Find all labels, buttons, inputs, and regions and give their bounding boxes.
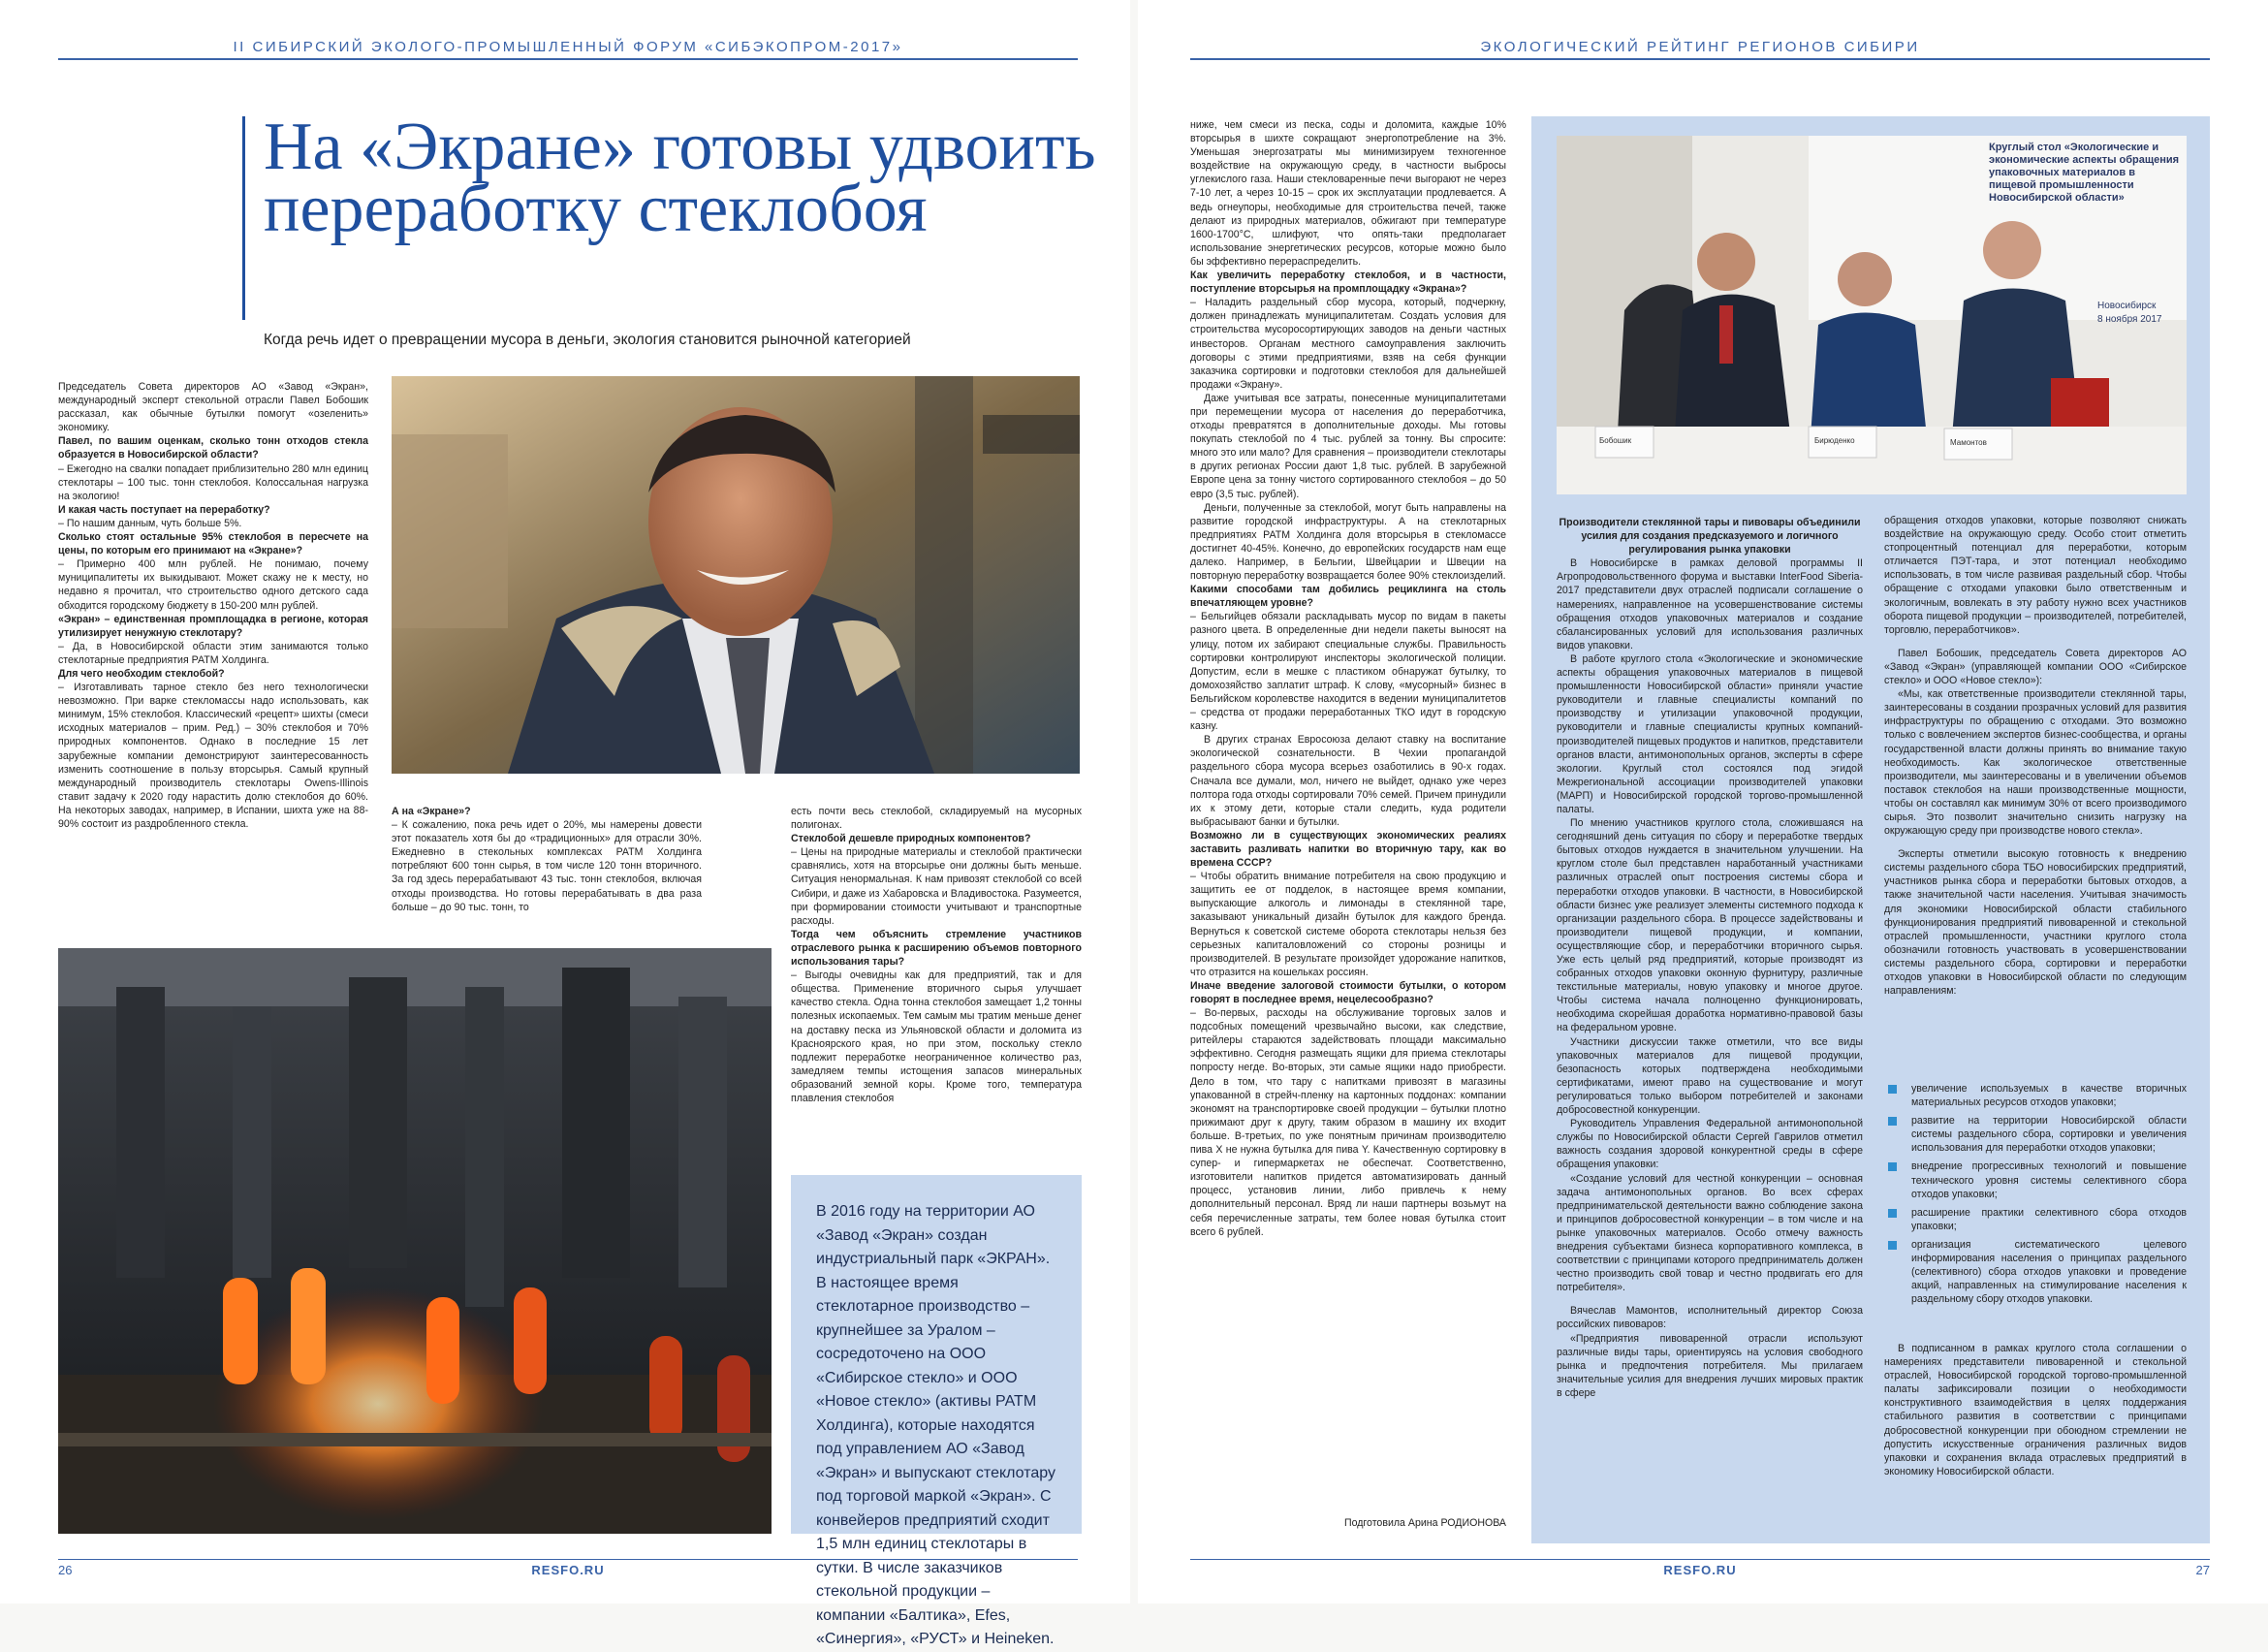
body-paragraph: Деньги, полученные за стеклобой, могут быть направлены на развитие городской инфраструктуры. А на стеклотарных предприятиях РАТМ Холдинга доля вторсырья в стекломассе достигнет 40-45%. Конечно, до европейских государств нам еще далеко. Например, в Бельгии, Швейцарии и Швеции на повторную переработку возвращается более 90% стеклоизделий. <box>1190 501 1506 583</box>
author-credit-wrap <box>1190 1516 1506 1536</box>
body-paragraph: В Новосибирске в рамках деловой программы II Агропродовольственного форума и выставки InterFood Siberia-2017 представители двух отраслей подписали соглашение о намерениях, направленное на усовершенствование системы обращения отходов упаковочных материалов и создание сбалансированных условий для использования различных видов упаковки. <box>1557 557 1863 651</box>
right-page <box>1138 0 2268 1604</box>
body-paragraph: – Ежегодно на свалки попадает приблизительно 280 млн единиц стеклотары – 100 тыс. тонн стеклобоя. Колоссальная нагрузка на экологию! <box>58 462 368 502</box>
question-paragraph: И какая часть поступает на переработку? <box>58 503 270 516</box>
question-paragraph: Для чего необходим стеклобой? <box>58 667 225 680</box>
direction-item: увеличение используемых в качестве вторичных материальных ресурсов отходов упаковки; <box>1884 1082 2187 1109</box>
right-column-3-bottom <box>1884 1342 2187 1532</box>
company-info-box: В 2016 году на территории АО «Завод «Экран» создан индустриальный парк «ЭКРАН». В настоящее время стеклотарное производство – крупнейшее за Уралом – сосредоточено на ООО «Сибирское стекло» и ООО «Новое стекло» (активы РАТМ Холдинга), которые находятся под управлением АО «Завод «Экран» и выпускают стеклотару под торговой маркой «Экран». С конвейеров предприятий сходит 1,5 млн единиц стеклотары в сутки. В числе заказчиков стекольной продукции – компании «Балтика», Efes, «Синергия», «РУСТ» и Heineken. <box>791 1175 1082 1534</box>
body-paragraph: – Изготавливать тарное стекло без него технологически невозможно. При варке стекломассы надо использовать, как минимум, 15% стеклобоя. Классический «рецепт» шихты (смеси исходных материалов – прим. Ред.) – 30% стеклобоя и 70% природных компонентов. Однако в последние 15 лет зарубежные компании демонстрируют заинтересованность изменить соотношение в пользу вторсырья. Самый крупный международный производитель стеклотары Owens-Illinois ставит задачу к 2020 году нарастить долю стеклобоя до 60%. На некоторых заводах, например, в Испании, шихта уже на 88-90% состоит из раздробленного стекла. <box>58 682 368 830</box>
question-paragraph: «Экран» – единственная промплощадка в регионе, которая утилизирует ненужную стеклотару? <box>58 613 368 639</box>
question-paragraph: Тогда чем объяснить стремление участников отраслевого рынка к расширению объемов повторного использования тары? <box>791 928 1082 969</box>
direction-item: организация систематического целевого информирования населения о принципах раздельного (селективного) сбора отходов упаковки и проведение акций, направленных на стимулирование населения к раздельному сбору отходов упаковки. <box>1884 1238 2187 1306</box>
body-paragraph: Вячеслав Мамонтов, исполнительный директор Союза российских пивоваров: <box>1557 1305 1863 1331</box>
name-card-2: Бирюденко <box>1814 436 1855 445</box>
body-paragraph: – Выгоды очевидны как для предприятий, так и для общества. Применение вторичного сырья улучшает качество стекла. Одна тонна стеклобоя замещает 1,2 тонны полезных ископаемых. Тем самым мы тратим меньше денег на доставку песка из Ульяновской области и доломита из Красноярского края, но при этом, поскольку стекло подлежит переработке неограниченное количество раз, замедляем темпы истощения запасов минеральных образований земной коры. Кроме того, температура плавления стеклобоя <box>791 969 1082 1104</box>
body-paragraph: – Чтобы обратить внимание потребителя на свою продукцию и защитить ее от подделок, в настоящее время компании, выпускающие алкоголь и лимонады в стеклянной таре, заказывают уникальный дизайн бутылок для каждого бренда. Вернуться к советской системе оборота стеклотары нельзя без серьезных капиталовложений со стороны розницы и производителей. В результате произойдет удорожание напитков, что отразится на кошельках россиян. <box>1190 871 1506 978</box>
running-head-left: II СИБИРСКИЙ ЭКОЛОГО-ПРОМЫШЛЕННЫЙ ФОРУМ «СИБЭКОПРОМ-2017» <box>58 39 1078 60</box>
body-paragraph: Руководитель Управления Федеральной антимонопольной службы по Новосибирской области Сергей Гаврилов отметил важность создания здоровой конкурентной среды в сфере обращения упаковки: <box>1557 1118 1863 1171</box>
backdrop-place: Новосибирск <box>2097 301 2157 311</box>
article-title: На «Экране» готовы удвоить переработку стеклобоя <box>264 110 1096 246</box>
question-paragraph: Иначе введение залоговой стоимости бутылки, о котором говорят в последнее время, нецелесообразно? <box>1190 979 1506 1005</box>
body-paragraph: – Наладить раздельный сбор мусора, который, подчеркну, должен принадлежать муниципалитетам. Создать условия для строительства мусоросортирующих заводов на деньги частных инвесторов. Органам местного самоуправления заключить договоры с этими предприятиями, взяв на себя функции заказчика сортировки и подготовки стеклобоя для дальнейшей продажи «Экрану». <box>1190 297 1506 391</box>
body-paragraph: По мнению участников круглого стола, сложившаяся на сегодняшний день ситуация по сбору и переработке твердых бытовых отходов нуждается в значительном улучшении. На круглом столе был представлен наработанный участниками различных отраслей опыт построения системы сбора и переработки отходов упаковки. В частности, в Новосибирской области бизнес уже реализует элементы системного подхода к организации раздельного сбора. В процессе задействованы и производители пищевой продукции, и компании, осуществляющие сбор, и переработчики вторичного сырья. Уже есть целый ряд предприятий, которые производят из собранных отходов упаковки оконную фурнитуру, различные текстильные материалы, новую упаковку и многое другое. Чтобы система начала полноценно функционировать, необходима скорейшая доработка нормативно-правовой базы на федеральном уровне. <box>1557 817 1863 1034</box>
footer-url-right: RESFO.RU <box>1663 1563 1737 1577</box>
question-paragraph: Павел, по вашим оценкам, сколько тонн отходов стекла образуется в Новосибирской области? <box>58 435 368 461</box>
question-paragraph: Какими способами там добились рециклинга на столь впечатляющем уровне? <box>1190 584 1506 610</box>
body-paragraph: «Предприятия пивоваренной отрасли используют различные виды тары, ориентируясь на условия свободного рынка и предпочтения потребителя. Мы прилагаем значительные усилия для внедрения лучших мировых практик в сфере <box>1557 1332 1863 1399</box>
question-paragraph: Возможно ли в существующих экономических реалиях заставить разливать напитки во вторичную тару, как во времена СССР? <box>1190 829 1506 870</box>
body-paragraph: В работе круглого стола «Экологические и экономические аспекты обращения упаковочных материалов в пищевой промышленности Новосибирской области» приняли участие руководители и главные специалисты компаний по производству и утилизации упаковочной продукции, руководители и главные специалисты крупных компаний-производителей пищевых продуктов и напитков, представители органов власти, антимонопольных органов, эксперты в сфере экологии. Круглый стол состоялся под эгидой Межрегиональной ассоциации производителей упаковки (МАРП) и Новосибирской городской торгово-промышленной палаты. <box>1557 652 1863 815</box>
question-paragraph: А на «Экране»? <box>392 806 471 817</box>
question-paragraph: Стеклобой дешевле природных компонентов? <box>791 833 1031 845</box>
body-paragraph: – По нашим данным, чуть больше 5%. <box>58 517 242 529</box>
question-paragraph: Как увеличить переработку стеклобоя, и в частности, поступление вторсырья на промплощадку «Экрана»? <box>1190 270 1506 296</box>
page-number-right: 27 <box>2195 1563 2210 1577</box>
question-paragraph: Сколько стоят остальные 95% стеклобоя в пересчете на цены, по которым его принимают на «Экране»? <box>58 531 368 557</box>
body-paragraph: – Цены на природные материалы и стеклобой практически сравнялись, хотя на вторсырье они должны быть меньше. Ситуация ненормальная. К нам привозят стеклобой со всей Сибири, и даже из Хабаровска и Владивостока. Разумеется, при формировании стоимости учитывают и транспортные расходы. <box>791 846 1082 927</box>
body-paragraph: Участники дискуссии также отметили, что все виды упаковочных материалов для пищевой продукции, безопасность которых подтверждена необходимыми сертификатами, имеют право на существование и могут регулироваться только выбором потребителей и законами добросовестной конкуренции. <box>1557 1035 1863 1117</box>
right-column-1 <box>1190 118 1506 1516</box>
question-paragraph: Производители стеклянной тары и пивовары объединили усилия для создания предсказуемого и логичного регулирования рынка упаковки <box>1559 517 1861 556</box>
left-column-3 <box>791 805 1082 1165</box>
round-table-photo <box>1557 136 2187 494</box>
title-accent-bar <box>242 116 245 320</box>
body-paragraph: Эксперты отметили высокую готовность к внедрению системы раздельного сбора ТБО новосибирских предприятий, участников рынка сбора и переработки бытовых отходов, а также значительной части населения. Учитывая значимость для экономики Новосибирской области стабильного функционирования предприятий пивоваренной и стекольной отраслей промышленности, участники круглого стола обозначили готовность участвовать в усовершенствовании системы раздельного сбора, сортировки и переработки отходов упаковки в Новосибирской области по следующим направлениям: <box>1884 848 2187 998</box>
body-paragraph: – Да, в Новосибирской области этим занимаются только стеклотарные предприятия РАТМ Холдинга. <box>58 640 368 666</box>
footer-left <box>58 1559 1078 1578</box>
body-paragraph: Даже учитывая все затраты, понесенные муниципалитетами при перемещении мусора от населения до переработчика, отходы превратятся в дополнительные доходы. Мы готовы покупать стеклобой по 4 тыс. рублей за тонну. Вы спросите: много это или мало? Для сравнения – производители стеклотары в других регионах России дают 1,8 тыс. рублей. В зарубежной Европе цена за тонну чистого сортированного стеклобоя – до 50 евро (3,5 тыс. рублей). <box>1190 392 1506 500</box>
body-paragraph: – Во-первых, расходы на обслуживание торговых залов и подсобных помещений чрезвычайно высоки, как следствие, ритейлеры стараются задействовать площади максимально эффективно. Сегодня размещать ящики для приема стеклотары попросту негде. Во-вторых, эти самые ящики надо приобрести. Дело в том, что тару с напитками привозят в магазины упакованной в стрейч-пленку на картонных поддонах: компании экономят на транспортировке своей продукции – бутылки плотно прижимают друг к другу, таким образом в машину их входит больше. В-третьих, по уже понятным причинам производителю пива Х не нужна бутылка для пива Y. Качественную сортировку в супер- и гипермаркетах не обеспечат. Соответственно, изготовители напитков придется автоматизировать данный процесс, установив линии, либо привлечь к нему дополнительный персонал. Вряд ли наши партнеры возьмут на себя перечисленные затраты, тем более новая бутылка стоит всего 6 рублей. <box>1190 1007 1506 1238</box>
direction-item: расширение практики селективного сбора отходов упаковки; <box>1884 1206 2187 1233</box>
direction-item: внедрение прогрессивных технологий и повышение технического уровня системы селективного сбора отходов упаковки; <box>1884 1160 2187 1200</box>
body-paragraph: Павел Бобошик, председатель Совета директоров АО «Завод «Экран» (управляющей компании ООО «Сибирское стекло» и ООО «Новое стекло»): <box>1884 647 2187 687</box>
left-page <box>0 0 1130 1647</box>
body-paragraph: – К сожалению, пока речь идет о 20%, мы намерены довести этот показатель хотя бы до «традиционных» для отрасли 30%. Ежедневно в стекольных комплексах РАТМ Холдинга потребляют 600 тонн сырья, в том числе 120 тонн вторичного. За год здесь перерабатывают 43 тыс. тонн стеклобоя, включая отходы производства. Но готовы перерабатывать в два раза больше – до 90 тыс. тонн, то <box>392 819 702 913</box>
body-paragraph: ниже, чем смеси из песка, соды и доломита, каждые 10% вторсырья в шихте сокращают энергопотребление на 3%. Уменьшая энергозатраты мы минимизируем техногенное воздействие на окружающую среду, в частности выбросы углекислого газа. Наши стекловаренные печи выгорают не через 7-10 лет, а через 10-15 – срок их эксплуатации продлевается. А ведь огнеупоры, необходимые для строительства печей, также делают из природных материалов, обжигают при температуре 1600-1700°С, шлифуют, что опять-таки предполагает использование энергетических ресурсов, которые можно было бы эффективно перераспределить. <box>1190 119 1506 268</box>
article-deck: Когда речь идет о превращении мусора в деньги, экология становится рыночной категорией <box>264 332 911 348</box>
footer-url-left: RESFO.RU <box>531 1563 605 1577</box>
body-paragraph: – Примерно 400 млн рублей. Не понимаю, почему муниципалитеты их выкидывают. Может скажу не к месту, но недавно я прочитал, что строительство одного детского сада обходится городскому бюджету в 150-200 млн рублей. <box>58 558 368 612</box>
left-column-2 <box>392 805 702 940</box>
body-paragraph: В подписанном в рамках круглого стола соглашении о намерениях представители пивоваренной и стекольной отраслей, Новосибирской городской торгово-промышленной палаты зафиксировали позиции о необходимости конструктивного взаимодействия в целях поддержания стабильного развития в соответствии с принципами добросовестной конкуренции при обоюдном стремлении не допустить искусственные ограничения различных видов упаковки и сохранения вклада отраслевых предприятий в экономику Новосибирской области. <box>1884 1343 2187 1477</box>
author-credit: Подготовила Арина РОДИОНОВА <box>1343 1517 1506 1529</box>
direction-item: развитие на территории Новосибирской области системы раздельного сбора, сортировки и увеличения использования для переработки отходов упаковки; <box>1884 1114 2187 1155</box>
body-paragraph: – Бельгийцев обязали раскладывать мусор по видам в пакеты разного цвета. В определенные дни недели пакеты выносят на улицу, потом их забирают специальные службы. Правильность сортировки контролируют инспекторы экологической полиции. Допустим, если в мешке с пластиком обнаружат бутылку, то домохозяйство заплатит штраф. К слову, «мусорный» бизнес в Бельгийском королевстве находится в ведении муниципалитетов – средства от продажи переработанных ТКО идут в городскую казну. <box>1190 611 1506 733</box>
portrait-photo <box>392 376 1080 774</box>
directions-list <box>1884 1082 2187 1330</box>
backdrop-date: 8 ноября 2017 <box>2097 314 2162 325</box>
name-card-3: Мамонтов <box>1950 438 1987 447</box>
body-paragraph: «Создание условий для честной конкуренции – основная задача антимонопольных органов. Во всех сферах предпринимательской деятельности важно соблюдение закона и принципов добросовестной конкуренции – в том числе и на рынке упаковочных материалов. Особо отмечу важность внедрения субъектами бизнеса корпоративного комплекса, в соответствии с принципами которого предприниматель должен честно производить свой товар и честно продвигать его для потребителя». <box>1557 1172 1863 1294</box>
page-number-left: 26 <box>58 1563 73 1577</box>
name-card-1: Бобошик <box>1599 436 1632 445</box>
running-head-right: ЭКОЛОГИЧЕСКИЙ РЕЙТИНГ РЕГИОНОВ СИБИРИ <box>1190 39 2210 60</box>
glass-production-photo <box>58 948 772 1534</box>
right-column-2 <box>1557 516 1863 1534</box>
right-column-3-top <box>1884 514 2187 1078</box>
body-paragraph: В других странах Евросоюза делают ставку на воспитание экологической сознательности. В Чехии пропагандой раздельного сбора мусора всерьез озаботились в 90-х годах. Сначала все думали, мол, ничего не выйдет, однако уже через полтора года отходы сортировали 70% семей. Причем принудили их к этому дети, которые стали следить, куда родители выбрасывают банки и бутылки. <box>1190 734 1506 828</box>
body-paragraph: есть почти весь стеклобой, складируемый на мусорных полигонах. <box>791 806 1082 832</box>
footer-right <box>1190 1559 2210 1578</box>
body-paragraph: «Мы, как ответственные производители стеклянной тары, заинтересованы в создании прозрачных условий для развития инфраструктуры по обращению с отходами. Это возможно только с вовлечением экспертов бизнес-сообщества, и органы государственной власти должны принять во внимание такую необходимость. Как экологическое ответственные производители, мы заинтересованы и в увеличении объемов поставок стеклобоя на наши производственные мощности, чтобы он составлял как минимум 30% от всего производимого сырья. Это позволит значительно снизить нагрузку на окружающую среду при производстве нового стекла». <box>1884 688 2187 838</box>
body-paragraph: обращения отходов упаковки, которые позволяют снижать воздействие на окружающую среду. Особо стоит отметить стопроцентный потенциал для переработки, которым отличается ПЭТ-тара, и этот потенциал необходимо использовать, в том числе развивая раздельный сбор. Чтобы обращение с отходами упаковки было ответственным и экологичным, вовлекать в эту работу нужно всех участников оборота пищевой продукции – производителей, потребителей, торговлю, переработчиков». <box>1884 515 2187 636</box>
backdrop-sign: Круглый стол «Экологические и экономические аспекты обращения упаковочных материалов в пищевой промышленности Новосибирской области» <box>1989 142 2180 204</box>
left-column-1 <box>58 380 368 931</box>
body-paragraph: Председатель Совета директоров АО «Завод «Экран», международный эксперт стекольной отрасли Павел Бобошик рассказал, как обычные бутылки помогут «озеленить» экономику. <box>58 381 368 434</box>
